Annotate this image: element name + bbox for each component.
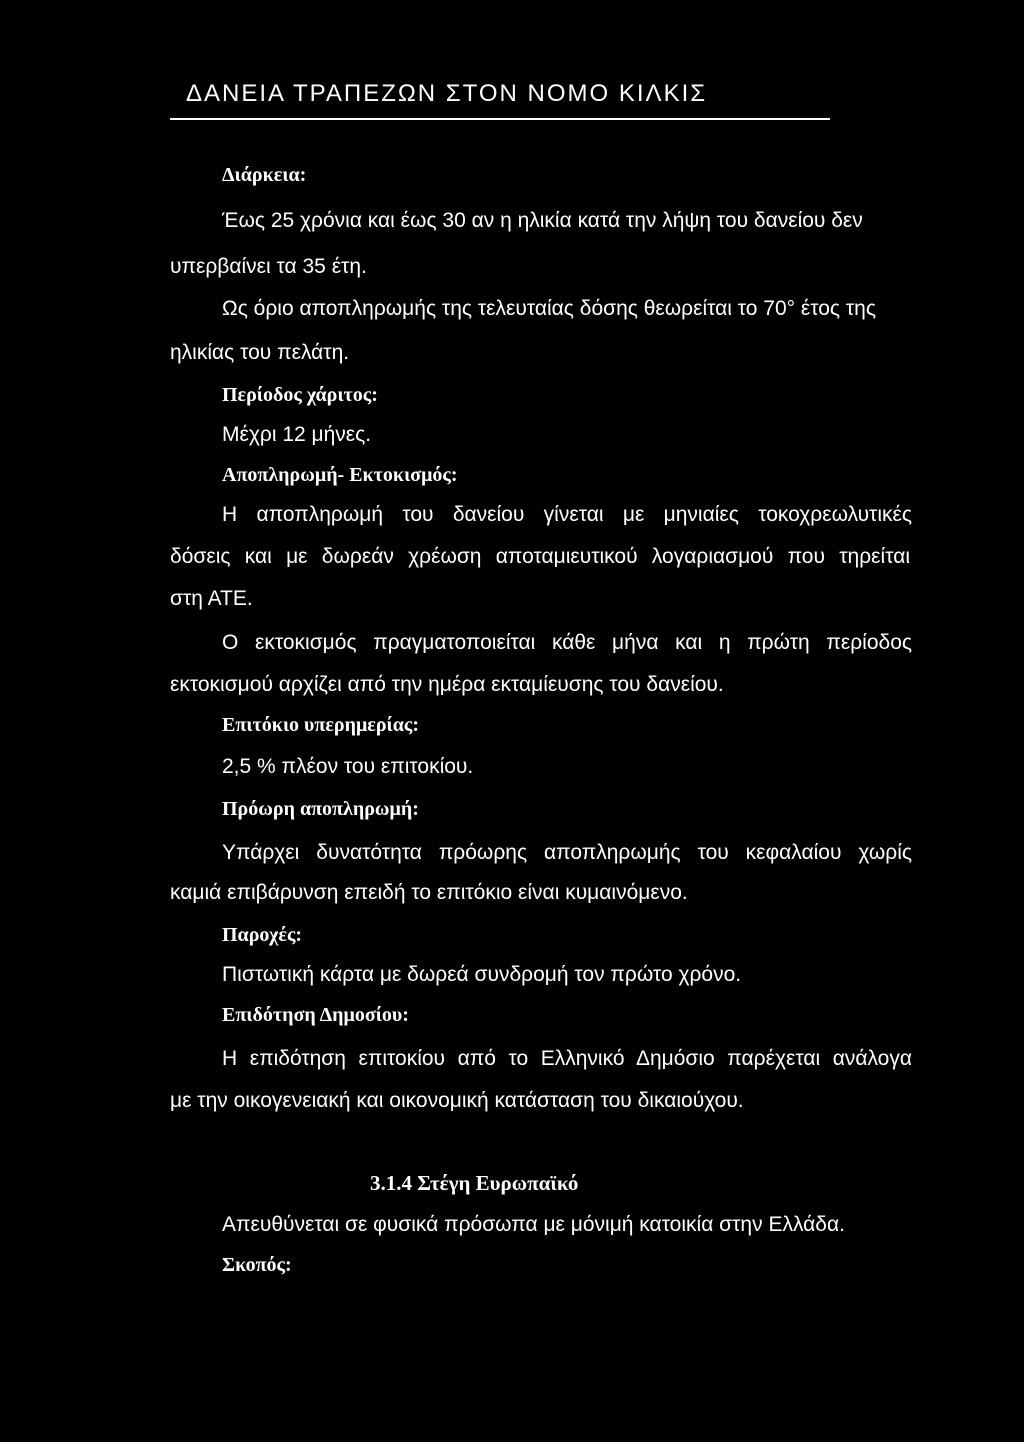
duration-line-1: Έως 25 χρόνια και έως 30 αν η ηλικία κατά την λήψη του δανείου δεν bbox=[222, 209, 863, 232]
purpose-heading: Σκοπός: bbox=[222, 1254, 292, 1276]
early-heading: Πρόωρη αποπληρωμή: bbox=[222, 798, 419, 820]
subsidy-heading: Επιδότηση Δημοσίου: bbox=[222, 1004, 409, 1026]
grace-text: Μέχρι 12 μήνες. bbox=[222, 423, 372, 446]
repayment-line-3: στη ΑΤΕ. bbox=[170, 587, 253, 610]
overdue-heading: Επιτόκιο υπερημερίας: bbox=[222, 714, 420, 736]
duration-line-3: Ως όριο αποπληρωμής της τελευταίας δόσης θεωρείται το 70° έτος της bbox=[222, 297, 876, 320]
subsidy-line-1: Η επιδότηση επιτοκίου από το Ελληνικό Δημόσιο παρέχεται ανάλογα bbox=[222, 1047, 912, 1070]
repayment-line-5: εκτοκισμού αρχίζει από την ημέρα εκταμίευσης του δανείου. bbox=[170, 673, 724, 696]
overdue-text: 2,5 % πλέον του επιτοκίου. bbox=[222, 755, 474, 778]
duration-line-2: υπερβαίνει τα 35 έτη. bbox=[170, 255, 367, 278]
header-rule bbox=[170, 118, 830, 120]
subsidy-line-2: με την οικογενειακή και οικονομική κατάσταση του δικαιούχου. bbox=[170, 1089, 744, 1112]
repayment-line-2: δόσεις και με δωρεάν χρέωση αποταμιευτικού λογαριασμού που τηρείται bbox=[170, 545, 910, 568]
benefits-heading: Παροχές: bbox=[222, 924, 303, 946]
grace-heading: Περίοδος χάριτος: bbox=[222, 384, 378, 406]
section-text: Απευθύνεται σε φυσικά πρόσωπα με μόνιμή κατοικία στην Ελλάδα. bbox=[222, 1213, 845, 1236]
repayment-line-4: Ο εκτοκισμός πραγματοποιείται κάθε μήνα και η πρώτη περίοδος bbox=[222, 631, 912, 654]
early-line-1: Υπάρχει δυνατότητα πρόωρης αποπληρωμής του κεφαλαίου χωρίς bbox=[222, 841, 912, 864]
page-header-title: ΔΑΝΕΙΑ ΤΡΑΠΕΖΩΝ ΣΤΟΝ ΝΟΜΟ ΚΙΛΚΙΣ bbox=[186, 80, 708, 107]
repayment-line-1: Η αποπληρωμή του δανείου γίνεται με μηνιαίες τοκοχρεωλυτικές bbox=[222, 503, 912, 526]
duration-line-4: ηλικίας του πελάτη. bbox=[170, 341, 350, 364]
repayment-heading: Αποπληρωμή- Εκτοκισμός: bbox=[222, 464, 458, 486]
duration-heading: Διάρκεια: bbox=[222, 164, 307, 186]
early-line-2: καμιά επιβάρυνση επειδή το επιτόκιο είναι κυμαινόμενο. bbox=[170, 881, 688, 904]
section-title: 3.1.4 Στέγη Ευρωπαϊκό bbox=[370, 1171, 579, 1195]
benefits-text: Πιστωτική κάρτα με δωρεά συνδρομή τον πρώτο χρόνο. bbox=[222, 963, 742, 986]
